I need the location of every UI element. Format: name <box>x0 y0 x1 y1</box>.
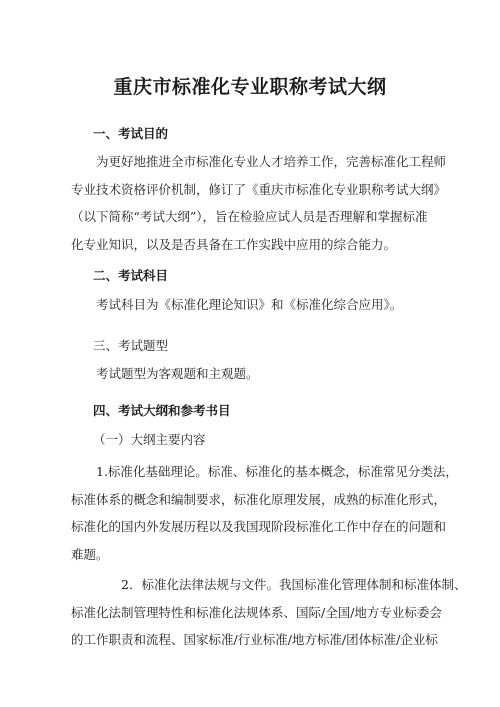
paragraph-line: 标准化的国内外发展历程以及我国现阶段标准化工作中存在的问题和 <box>71 519 447 534</box>
paragraph-line: 考试题型为客观题和主观题。 <box>96 366 259 381</box>
paragraph-line: 化专业知识，以及是否具备在工作实践中应用的综合能力。 <box>71 236 397 252</box>
section-heading-syllabus: 四、考试大纲和参考书目 <box>93 403 231 418</box>
paragraph-line: 标准化法制管理特性和标准化法规体系、国际/全国/地方专业标委会 <box>71 604 442 620</box>
paragraph-line: 专业技术资格评价机制，修订了《重庆市标准化专业职称考试大纲》 <box>71 181 447 197</box>
paragraph-line: 1.标准化基础理论。标准、标准化的基本概念，标准常见分类法， <box>96 464 458 479</box>
paragraph-line: 考试科目为《标准化理论知识》和《标准化综合应用》。 <box>96 297 403 312</box>
subheading-main-content: （一）大纲主要内容 <box>93 432 206 447</box>
document-title: 重庆市标准化专业职称考试大纲 <box>113 76 387 98</box>
section-heading-subjects: 二、考试科目 <box>93 268 169 283</box>
paragraph-line: （以下简称“考试大纲”），旨在检验应试人员是否理解和掌握标准 <box>71 209 428 224</box>
section-paragraph-subjects <box>71 291 441 319</box>
paragraph-line: 难题。 <box>71 546 109 562</box>
item-laws-regulations <box>71 571 467 654</box>
item-basic-theory <box>71 458 458 568</box>
paragraph-line: 2．标准化法律法规与文件。我国标准化管理体制和标准体制、 <box>121 577 467 592</box>
section-heading-purpose: 一、考试目的 <box>93 126 169 141</box>
paragraph-line: 标准体系的概念和编制要求，标准化原理发展，成熟的标准化形式， <box>71 491 447 507</box>
paragraph-line: 为更好地推进全市标准化专业人才培养工作，完善标准化工程师 <box>96 154 447 169</box>
paragraph-line: 的工作职责和流程、国家标准/行业标准/地方标准/团体标准/企业标 <box>71 632 438 647</box>
section-paragraph-purpose <box>71 148 447 258</box>
section-heading-question-types: 三、考试题型 <box>93 338 169 353</box>
section-paragraph-question-types <box>71 360 441 388</box>
